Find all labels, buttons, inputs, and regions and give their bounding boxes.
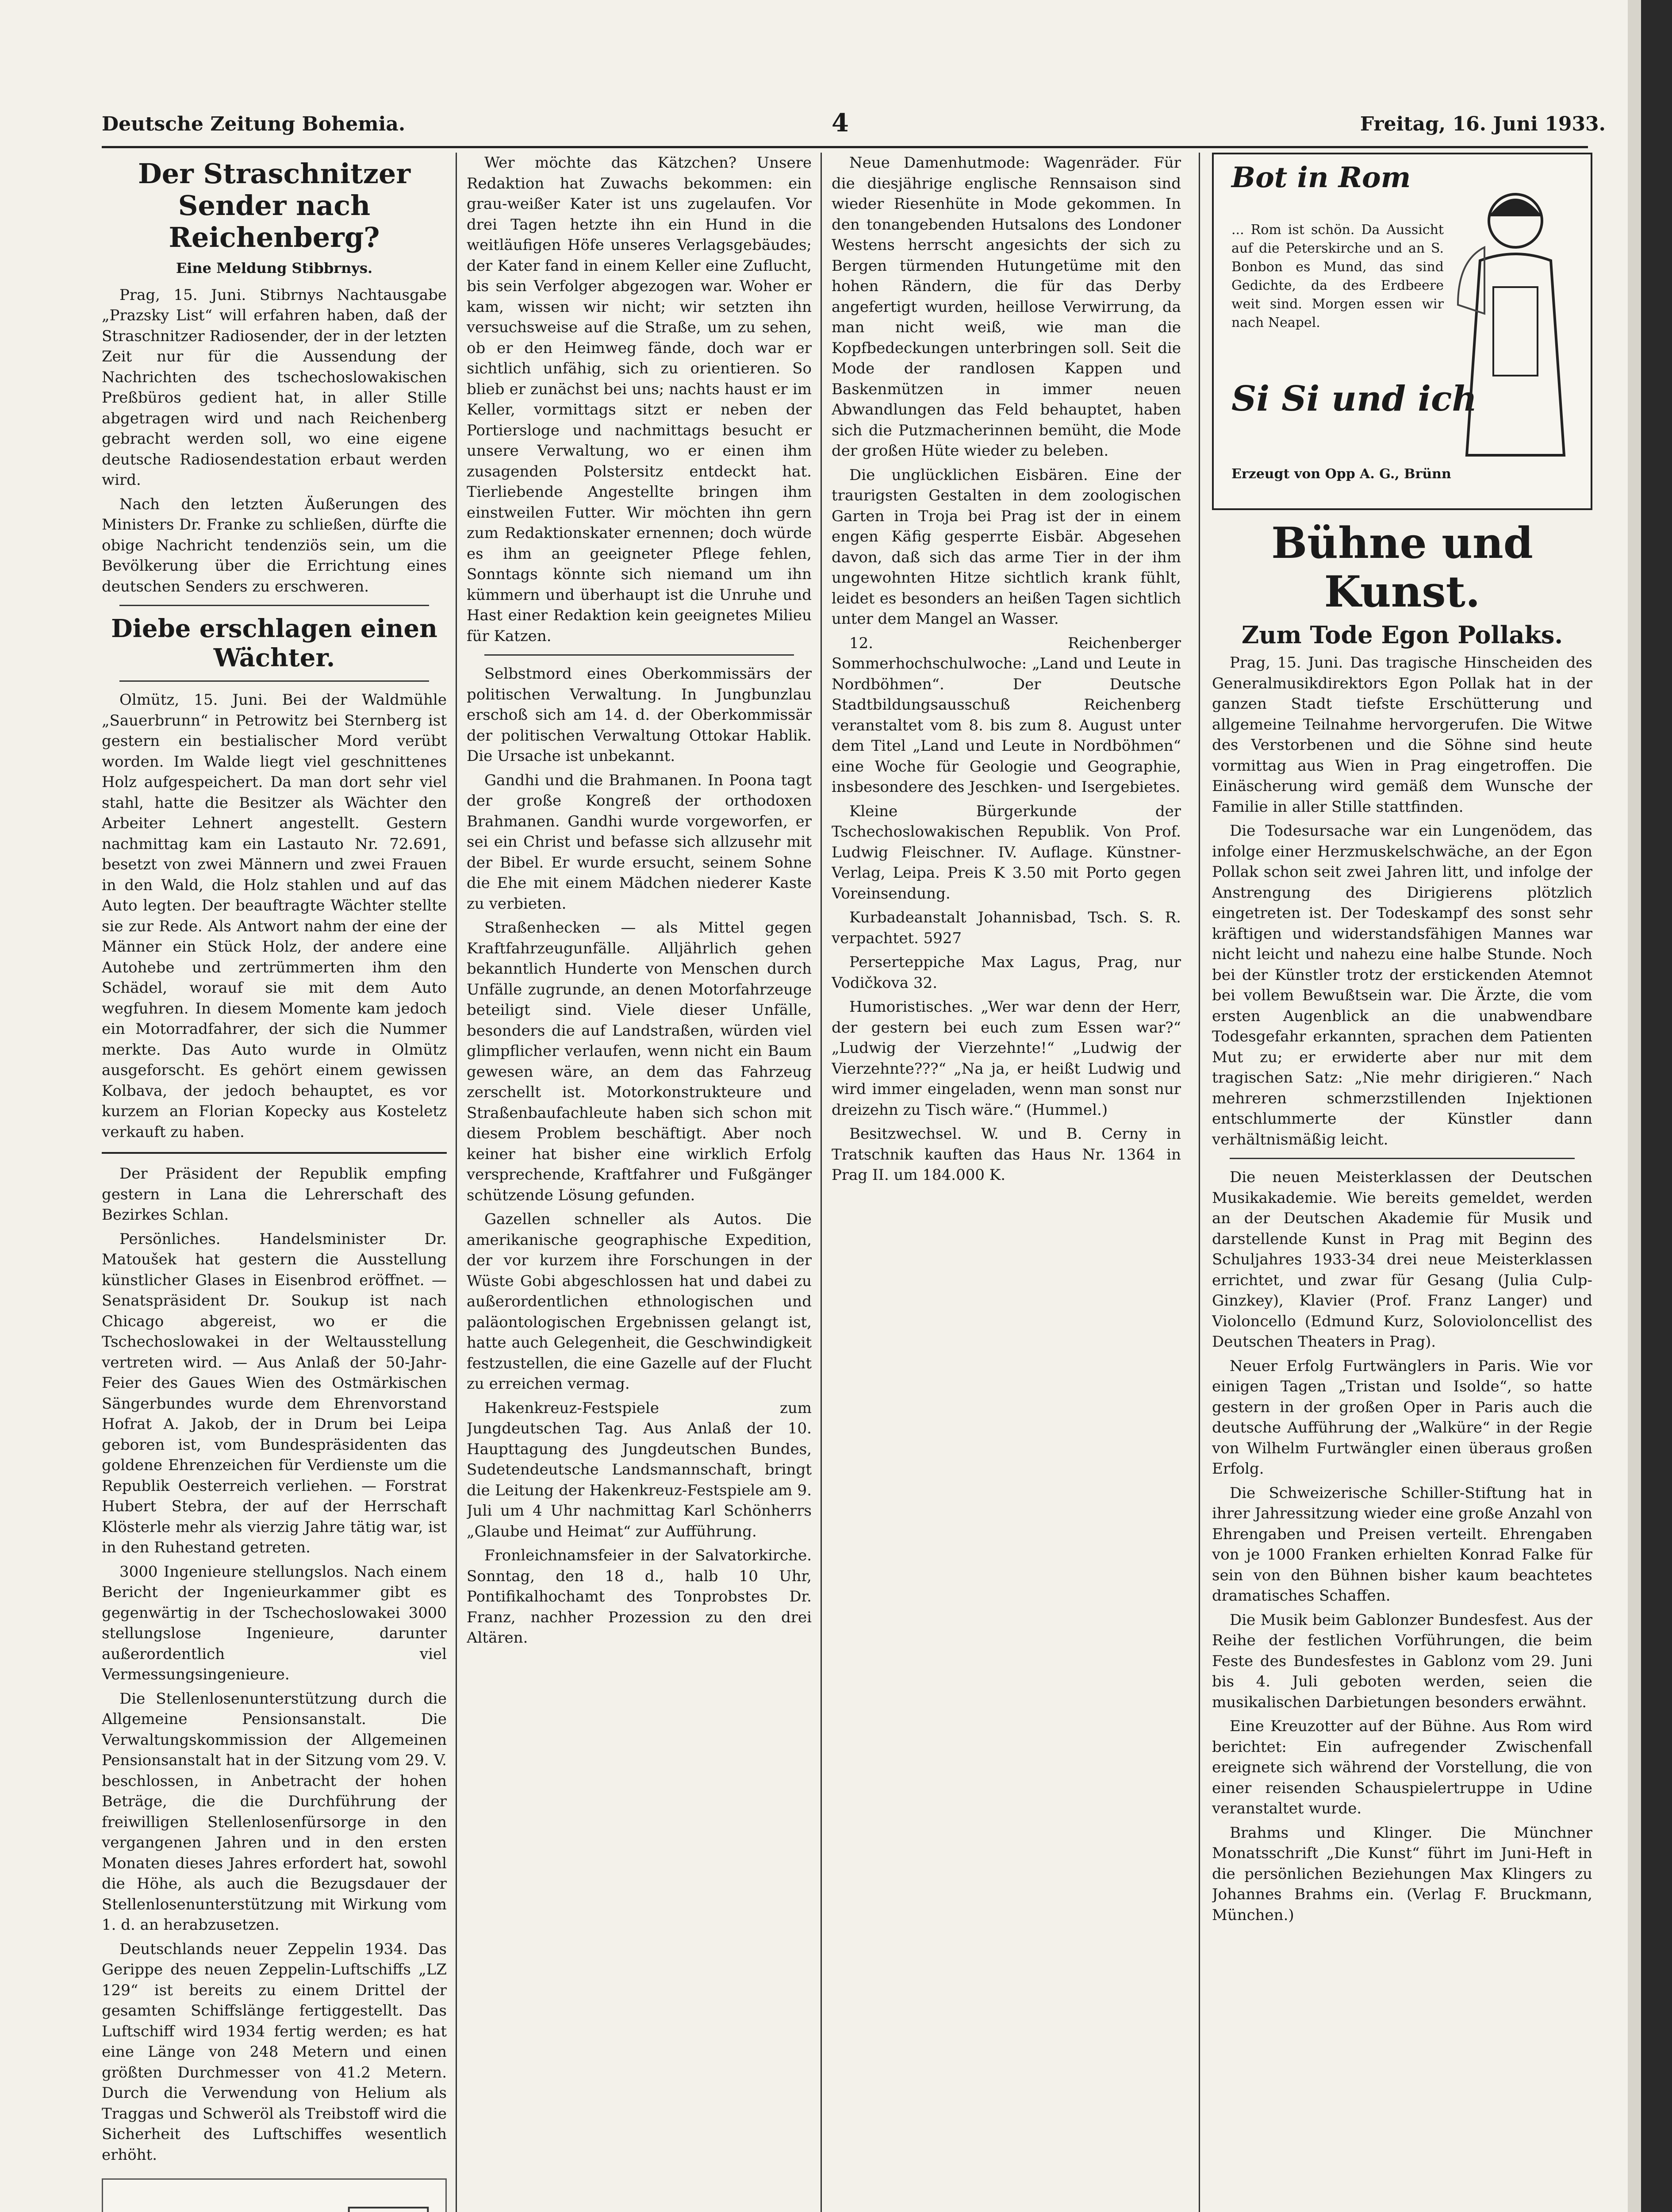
news-item: 12. Reichenberger Sommerhochschulwoche: „Land und Leute in Nordböhmen“. Der Deutsche Stadtbildungsausschuß Reichenberg veranstaltet vom 8. bis zum 8. August unter dem Titel „Land und Leute in Nordböhmen“ eine Woche für Geologie und Geographie, insbesondere des Jeschken- und Isergebietes. [832, 634, 1181, 796]
news-item: Neuer Erfolg Furtwänglers in Paris. Wie vor einigen Tagen „Tristan und Isolde“, so hatte gestern in der großen Oper in Paris auch die deutsche Aufführung der „Walküre“ in der Regie von Wilhelm Furtwängler einen überaus großen Erfolg. [1212, 1357, 1592, 1478]
news-item: Gandhi und die Brahmanen. In Poona tagt der große Kongreß der orthodoxen Brahmanen. Gandhi wurde vorgeworfen, er sei ein Christ und befasse sich allzusehr mit der Bibel. Er wurde ersucht, seinem Sohne die Ehe mit einem Mädchen niederer Kaste zu verbieten. [467, 771, 812, 913]
column-2 [467, 153, 812, 2212]
ad-text: ... Rom ist schön. Da Aussicht auf die Peterskirche und an S. Bonbon es Mund, das sind Gedichte, da des Erdbeere weit sind. Morgen essen wir nach Neapel. [1231, 222, 1444, 330]
news-item: Der Präsident der Republik empfing gestern in Lana die Lehrerschaft des Bezirkes Schlan. [102, 1165, 447, 1224]
cartoon-illustration [102, 2178, 447, 2212]
news-item: Die unglücklichen Eisbären. Eine der traurigsten Gestalten in dem zoologischen Garten in Troja bei Prag ist der in einem engen Käfig gesperrte Eisbär. Abgesehen davon, daß sich das arme Tier in der ihm ungewohnten Hitze sichtlich krank fühlt, leidet es besonders an heißen Tagen sichtlich unter dem Mangel an Wasser. [832, 466, 1181, 628]
page-number: 4 [832, 108, 849, 138]
news-item: 3000 Ingenieure stellungslos. Nach einem Bericht der Ingenieurkammer gibt es gegenwärtig in der Tschechoslowakei 3000 stellungslose Ingenieure, darunter außerordentlich viel Vermessungsingenieure. [102, 1563, 447, 1683]
article-paragraph: Prag, 15. Juni. Stibrnys Nachtausgabe „Prazsky List“ will erfahren haben, daß der Straschnitzer Radiosender, der in der letzten Zeit nur für die Aussendung der Nachrichten des tschechoslowakischen Preßbüros gedient hat, in aller Stille abgetragen wird und nach Reichenberg gebracht werden soll, wo eine eigene deutsche Radiosendestation erbaut werden wird. [102, 286, 447, 489]
issue-date: Freitag, 16. Juni 1933. [1360, 113, 1606, 135]
news-item: Selbstmord eines Oberkommissärs der politischen Verwaltung. In Jungbunzlau erschoß sich am 14. d. der Oberkommissär der politischen Verwaltung Ottokar Hablik. Die Ursache ist unbekannt. [467, 665, 812, 765]
article-paragraph: Prag, 15. Juni. Das tragische Hinscheiden des Generalmusikdirektors Egon Pollak hat in der ganzen Stadt tiefste Erschütterung und allgemeine Teilnahme hervorgerufen. Die Witwe des Verstorbenen und die Söhne sind heute vormittag aus Wien in Prag eingetroffen. Die Einäscherung wird gemäß dem Wunsche der Familie in aller Stille stattfinden. [1212, 654, 1592, 816]
news-item: Besitzwechsel. W. und B. Cerny in Tratschnik kauften das Haus Nr. 1364 in Prag II. um 184.000 K. [832, 1125, 1181, 1184]
ad-brand: Si Si und ich [1231, 379, 1477, 419]
newspaper-title: Deutsche Zeitung Bohemia. [102, 113, 406, 135]
header-rule [102, 146, 1588, 148]
news-item: Humoristisches. „Wer war denn der Herr, der gestern bei euch zum Essen war?“ „Ludwig der Vierzehnte!“ „Ludwig der Vierzehnte???“ „Na ja, er heißt Ludwig und wird immer eingeladen, wenn man sonst nur dreizehn zu Tisch wäre.“ (Hummel.) [832, 998, 1181, 1119]
article-paragraph: Nach den letzten Äußerungen des Ministers Dr. Franke zu schließen, dürfte die obige Nachricht tendenziös sein, um die Bevölkerung über die Errichtung eines deutschen Senders zu erschweren. [102, 495, 447, 595]
news-item: Die Schweizerische Schiller-Stiftung hat in ihrer Jahressitzung wieder eine große Anzahl von Ehrengaben und Preisen verteilt. Ehrengaben von je 1000 Franken erhielten Konrad Falke für sein von den Bühnen bisher kaum beachtetes dramatisches Schaffen. [1212, 1484, 1592, 1605]
ad-title: Bot in Rom [1231, 161, 1411, 194]
news-item: Straßenhecken — als Mittel gegen Kraftfahrzeugunfälle. Alljährlich gehen bekanntlich Hunderte von Menschen durch Unfälle zugrunde, an denen Motorfahrzeuge beteiligt sind. Viele dieser Unfälle, besonders die auf Landstraßen, würden viel glimpflicher verlaufen, wenn nicht ein Baum gewesen wäre, an dem das Fahrzeug zerschellt ist. Motorkonstrukteure und Straßenbaufachleute haben sich schon mit diesem Problem beschäftigt. Aber noch keiner hat bisher eine wirklich Erfolg versprechende, Kraftfahrer und Fußgänger schützende Lösung gefunden. [467, 919, 812, 1204]
news-item: Fronleichnamsfeier in der Salvatorkirche. Sonntag, den 18 d., halb 10 Uhr, Pontifikalhochamt des Tonprobstes Dr. Franz, nachher Prozession zu den drei Altären. [467, 1547, 812, 1647]
news-item: Deutschlands neuer Zeppelin 1934. Das Gerippe des neuen Zeppelin-Luftschiffs „LZ 129“ ist bereits zu einem Drittel der gesamten Schiffslänge fertiggestellt. Das Luftschiff wird 1934 fertig werden; es hat eine Länge von 248 Metern und einen größten Durchmesser von 41.2 Metern. Durch die Verwendung von Helium als Traggas und Schweröl als Treibstoff wird die Sicherheit des Luftschiffes wesentlich erhöht. [102, 1940, 447, 2164]
article-headline: Diebe erschlagen einen Wächter. [111, 614, 437, 672]
news-item: Kleine Bürgerkunde der Tschechoslowakischen Republik. Von Prof. Ludwig Fleischner. IV. Auflage. Künstner-Verlag, Leipa. Preis K 3.50 mit Porto gegen Voreinsendung. [832, 802, 1181, 902]
ad-manufacturer: Erzeugt von Opp A. G., Brünn [1231, 466, 1451, 482]
ad-illustration [1449, 172, 1582, 482]
scan-edge [1641, 0, 1672, 2212]
column-divider [456, 153, 457, 2212]
column-3 [832, 153, 1181, 2212]
article-paragraph: Olmütz, 15. Juni. Bei der Waldmühle „Sauerbrunn“ in Petrowitz bei Sternberg ist gestern ein bestialischer Mord verübt worden. Im Walde liegt viel geschnittenes Holz aufgespeichert. Da man dort sehr viel stahl, hatte die Besitzer als Wächter den Arbeiter Lehnert angestellt. Gestern nachmittag kam ein Lastauto Nr. 72.691, besetzt von zwei Männern und zwei Frauen in den Wald, die Holz stahlen und auf das Auto legten. Der beauftragte Wächter stellte sie zur Rede. Als Antwort nahm der eine der Männer ein Stück Holz, der andere eine Autohebe und zertrümmerten ihm den Schädel, worauf sie mit dem Auto wegfuhren. In diesem Momente kam jedoch ein Motorradfahrer, der sich die Nummer merkte. Das Auto wurde in Olmütz ausgeforscht. Es gehört einem gewissen Kolbava, der jedoch behauptet, es vor kurzem an Florian Kopecky aus Kosteletz verkauft zu haben. [102, 691, 447, 1141]
column-1 [102, 153, 447, 2212]
article-headline: Zum Tode Egon Pollaks. [1241, 621, 1563, 649]
news-item: Eine Kreuzotter auf der Bühne. Aus Rom wird berichtet: Ein aufregender Zwischenfall ereignete sich während der Vorstellung, die von einer reisenden Schauspielertruppe in Udine veranstaltet wurde. [1212, 1717, 1592, 1817]
news-item: Wer möchte das Kätzchen? Unsere Redaktion hat Zuwachs bekommen: ein grau-weißer Kater ist uns zugelaufen. Vor drei Tagen hetzte ihn ein Hund in die weitläufigen Höfe unseres Verlagsgebäudes; der Kater fand in einem Keller eine Zuflucht, bis sein Verfolger abgezogen war. Woher er kam, wissen wir nicht; wir setzten ihn versuchsweise auf die Straße, um zu sehen, ob er den Heimweg fände, doch war er sichtlich unfähig, sich zu orientieren. So blieb er zunächst bei uns; nachts haust er im Keller, vormittags sitzt er neben der Portiersloge und nachmittags besucht er unsere Verwaltung, wo er einen ihm zusagenden Polstersitz entdeckt hat. Tierliebende Angestellte bringen ihm einstweilen Futter. Wir möchten ihn gern zum Redaktionskater ernennen; doch würde es ihm an geeigneter Pflege fehlen, Sonntags könnte sich niemand um ihn kümmern und überhaupt ist die Unruhe und Hast einer Redaktion kein geeignetes Milieu für Katzen. [467, 154, 812, 645]
news-item: Die Stellenlosenunterstützung durch die Allgemeine Pensionsanstalt. Die Verwaltungskommission der Allgemeinen Pensionsanstalt hat in der Sitzung vom 29. V. beschlossen, in Anbetracht der hohen Beträge, die die Durchführung der freiwilligen Stellenlosenfürsorge in den vergangenen Jahren und in den ersten Monaten dieses Jahres erfordert hat, sowohl die Höhe, als auch die Bezugsdauer der Stellenlosenunterstützung mit Wirkung vom 1. d. an herabzusetzen. [102, 1690, 447, 1934]
news-item: Neue Damenhutmode: Wagenräder. Für die diesjährige englische Rennsaison sind wieder Riesenhüte in Mode gekommen. In den tonangebenden Hutsalons des Londoner Westens herrscht angesichts der sich zu Bergen türmenden Hutungetüme mit den hohen Rändern, die für das Derby angefertigt wurden, heillose Verwirrung, da man nicht weiß, wie man die Kopfbedeckungen unterbringen soll. Seit die Mode der randlosen Kappen und Baskenmützen in immer neuen Abwandlungen das Feld behauptet, haben sich die Putzmacherinnen bemüht, die Mode der großen Hüte wieder zu beleben. [832, 154, 1181, 460]
separator [119, 680, 429, 682]
article-paragraph: Die Todesursache war ein Lungenödem, das infolge einer Herzmuskelschwäche, an der Egon Pollak schon seit zwei Jahren litt, und infolge der Anstrengung des Dirigierens plötzlich eingetreten ist. Der Todeskampf des sonst sehr kräftigen und widerstandsfähigen Mannes war nicht leicht und nahezu eine halbe Stunde. Noch bei der Künstler trotz der erstickenden Atemnot bei vollem Bewußtsein war. Die Ärzte, die vom ersten Augenblick an die unabwendbare Todesgefahr erkannten, sprachen dem Patienten Mut zu; er erwiderte aber nur mit dem tragischen Satz: „Nie mehr dirigieren.“ Nach mehreren schmerzstillenden Injektionen entschlummerte der Künstler dann verhältnismäßig leicht. [1212, 822, 1592, 1148]
separator [1230, 1158, 1575, 1159]
news-item: Gazellen schneller als Autos. Die amerikanische geographische Expedition, der vor kurzem ihre Forschungen in der Wüste Gobi abgeschlossen hat und dabei zu außerordentlichen ethnologischen und paläontologischen Ergebnissen gelangt ist, hatte auch Gelegenheit, die Geschwindigkeit festzustellen, die eine Gazelle auf der Flucht zu erreichen vermag. [467, 1210, 812, 1393]
separator [484, 654, 794, 656]
news-item: Die Musik beim Gablonzer Bundesfest. Aus der Reihe der festlichen Vorführungen, die beim Feste des Bundesfestes in Gablonz vom 29. Juni bis 4. Juli geboten werden, seien die musikalischen Darbietungen besonders erwähnt. [1212, 1611, 1592, 1711]
article-headline: Der Straschnitzer Sender nach Reichenberg? [138, 157, 411, 253]
column-4 [1212, 153, 1592, 2212]
separator [102, 1152, 447, 1154]
article-subheadline: Eine Meldung Stibbrnys. [176, 260, 373, 276]
classified-ad: Kurbadeanstalt Johannisbad, Tsch. S. R. verpachtet. 5927 [832, 909, 1181, 947]
section-heading: Bühne und Kunst. [1271, 518, 1533, 617]
classified-ad: Perserteppiche Max Lagus, Prag, nur Vodičkova 32. [832, 953, 1181, 992]
scan-margin [1628, 0, 1641, 2212]
news-item: Persönliches. Handelsminister Dr. Matoušek hat gestern die Ausstellung künstlicher Glases in Eisenbrod eröffnet. — Senatspräsident Dr. Soukup ist nach Chicago abgereist, wo er die Tschechoslowakei in der Weltausstellung vertreten wird. — Aus Anlaß der 50-Jahr-Feier des Gaues Wien des Ostmärkischen Sängerbundes wurde dem Ehrenvorstand Hofrat A. Jakob, der in Drum bei Leipa geboren ist, vom Bundespräsidenten das goldene Ehrenzeichen für Verdienste um die Republik Oesterreich verliehen. — Forstrat Hubert Stebra, der auf der Herrschaft Klösterle mehr als vierzig Jahre tätig war, ist in den Ruhestand getreten. [102, 1230, 447, 1556]
advertisement [1212, 153, 1592, 510]
column-divider [1199, 153, 1200, 2212]
page-header [102, 108, 1606, 148]
separator [119, 605, 429, 606]
column-divider [821, 153, 822, 2212]
news-item: Brahms und Klinger. Die Münchner Monatsschrift „Die Kunst“ führt im Juni-Heft in die persönlichen Beziehungen Max Klingers zu Johannes Brahms ein. (Verlag F. Bruckmann, München.) [1212, 1824, 1592, 1924]
cartoon-drawing [103, 2180, 445, 2212]
news-item: Hakenkreuz-Festspiele zum Jungdeutschen Tag. Aus Anlaß der 10. Haupttagung des Jungdeutschen Bundes, Sudetendeutsche Landsmannschaft, bringt die Leitung der Hakenkreuz-Festspiele am 9. Juli um 4 Uhr nachmittag Karl Schönherrs „Glaube und Heimat“ zur Aufführung. [467, 1399, 812, 1540]
news-item: Die neuen Meisterklassen der Deutschen Musikakademie. Wie bereits gemeldet, werden an der Deutschen Akademie für Musik und darstellende Kunst in Prag mit Beginn des Schuljahres 1933-34 drei neue Meisterklassen errichtet, und zwar für Gesang (Julia Culp-Ginzkey), Klavier (Prof. Franz Langer) und Violoncello (Edmund Kurz, Solovioloncellist des Deutschen Theaters in Prag). [1212, 1168, 1592, 1351]
